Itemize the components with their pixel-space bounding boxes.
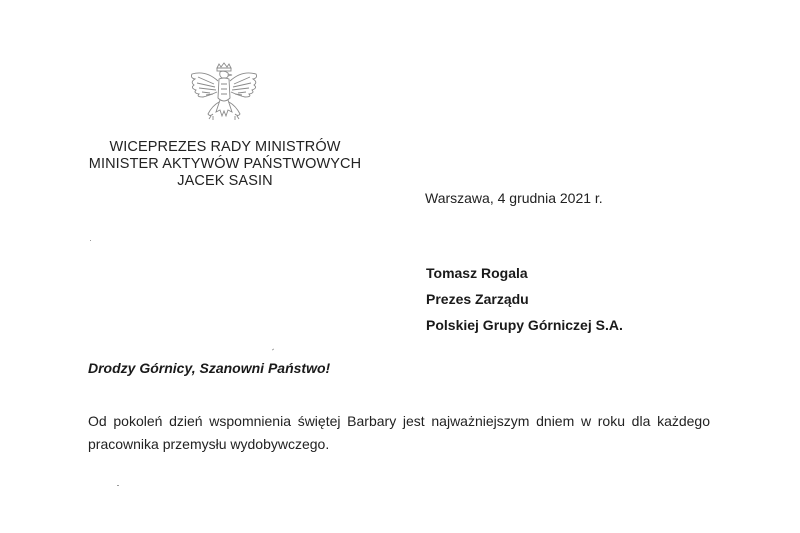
recipient-company: Polskiej Grupy Górniczej S.A. bbox=[426, 317, 623, 333]
letter-date: Warszawa, 4 grudnia 2021 r. bbox=[425, 190, 603, 206]
scan-speck bbox=[90, 240, 91, 241]
sender-ministry: MINISTER AKTYWÓW PAŃSTWOWYCH bbox=[88, 156, 362, 172]
polish-eagle-emblem-icon bbox=[186, 62, 262, 134]
recipient-block bbox=[426, 260, 623, 338]
scan-speck bbox=[272, 348, 274, 350]
sender-header bbox=[70, 139, 380, 190]
recipient-name: Tomasz Rogala bbox=[426, 265, 528, 281]
body-paragraph-line: Od pokoleń dzień wspomnienia świętej Barbary jest najważniejszym dniem w roku dla każdego bbox=[88, 413, 710, 429]
recipient-position: Prezes Zarządu bbox=[426, 291, 529, 307]
letter-greeting: Drodzy Górnicy, Szanowni Państwo! bbox=[88, 360, 331, 376]
sender-title: WICEPREZES RADY MINISTRÓW bbox=[109, 139, 341, 155]
body-paragraph-line: pracownika przemysłu wydobywczego. bbox=[88, 436, 330, 452]
scan-speck bbox=[117, 485, 119, 486]
sender-name: JACEK SASIN bbox=[177, 173, 273, 189]
letter-body bbox=[88, 410, 710, 456]
